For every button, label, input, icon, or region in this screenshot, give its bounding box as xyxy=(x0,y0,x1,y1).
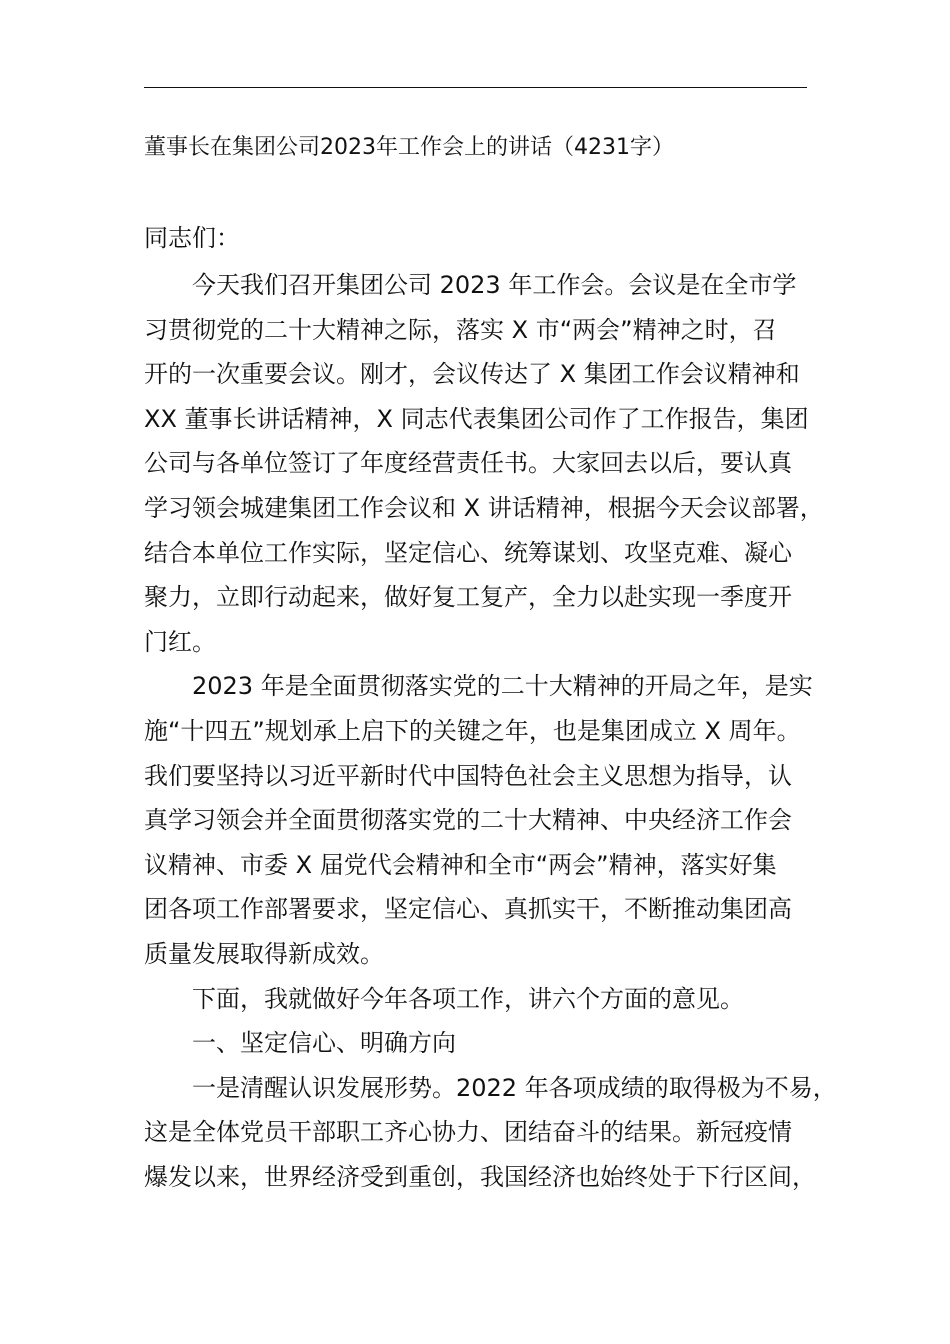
paragraph-intro-points xyxy=(144,977,809,1022)
text-line: 真学习领会并全面贯彻落实党的二十大精神、中央经济工作会 xyxy=(144,806,792,835)
paragraph-point-1 xyxy=(144,1066,837,1200)
paragraph-opening xyxy=(144,263,824,664)
text-line: 议精神、市委 X 届党代会精神和全市“两会”精神，落实好集 xyxy=(144,850,777,879)
text-line: 公司与各单位签订了年度经营责任书。大家回去以后，要认真 xyxy=(144,449,792,478)
salutation: 同志们： xyxy=(144,224,240,252)
text-line: 习贯彻党的二十大精神之际，落实 X 市“两会”精神之时，召 xyxy=(144,315,777,344)
text-line: 一、坚定信心、明确方向 xyxy=(192,1029,456,1058)
text-line: XX 董事长讲话精神，X 同志代表集团公司作了工作报告，集团 xyxy=(144,404,809,433)
text-line: 我们要坚持以习近平新时代中国特色社会主义思想为指导，认 xyxy=(144,761,792,790)
text-line: 爆发以来，世界经济受到重创，我国经济也始终处于下行区间， xyxy=(144,1162,816,1191)
text-line: 学习领会城建集团工作会议和 X 讲话精神，根据今天会议部署， xyxy=(144,493,824,522)
text-line: 开的一次重要会议。刚才，会议传达了 X 集团工作会议精神和 xyxy=(144,360,800,389)
text-line: 施“十四五”规划承上启下的关键之年，也是集团成立 X 周年。 xyxy=(144,716,801,745)
text-line: 今天我们召开集团公司 2023 年工作会。会议是在全市学 xyxy=(192,271,797,299)
text-line: 这是全体党员干部职工齐心协力、团结奋斗的结果。新冠疫情 xyxy=(144,1118,792,1147)
section-heading-1 xyxy=(144,1021,809,1066)
text-line: 质量发展取得新成效。 xyxy=(144,939,384,968)
text-line: 聚力，立即行动起来，做好复工复产，全力以赴实现一季度开 xyxy=(144,583,792,612)
document-title: 董事长在集团公司2023年工作会上的讲话（4231字） xyxy=(144,135,674,160)
text-line: 结合本单位工作实际，坚定信心、统筹谋划、攻坚克难、凝心 xyxy=(144,538,792,567)
document-body xyxy=(144,263,837,1199)
text-line: 门红。 xyxy=(144,627,216,656)
header-rule xyxy=(144,87,807,88)
text-line: 下面，我就做好今年各项工作，讲六个方面的意见。 xyxy=(192,984,744,1013)
text-line: 2023 年是全面贯彻落实党的二十大精神的开局之年，是实 xyxy=(192,672,813,701)
text-line: 团各项工作部署要求，坚定信心、真抓实干，不断推动集团高 xyxy=(144,895,792,924)
paragraph-2023-overview xyxy=(144,664,813,976)
text-line: 一是清醒认识发展形势。2022 年各项成绩的取得极为不易， xyxy=(192,1073,837,1102)
